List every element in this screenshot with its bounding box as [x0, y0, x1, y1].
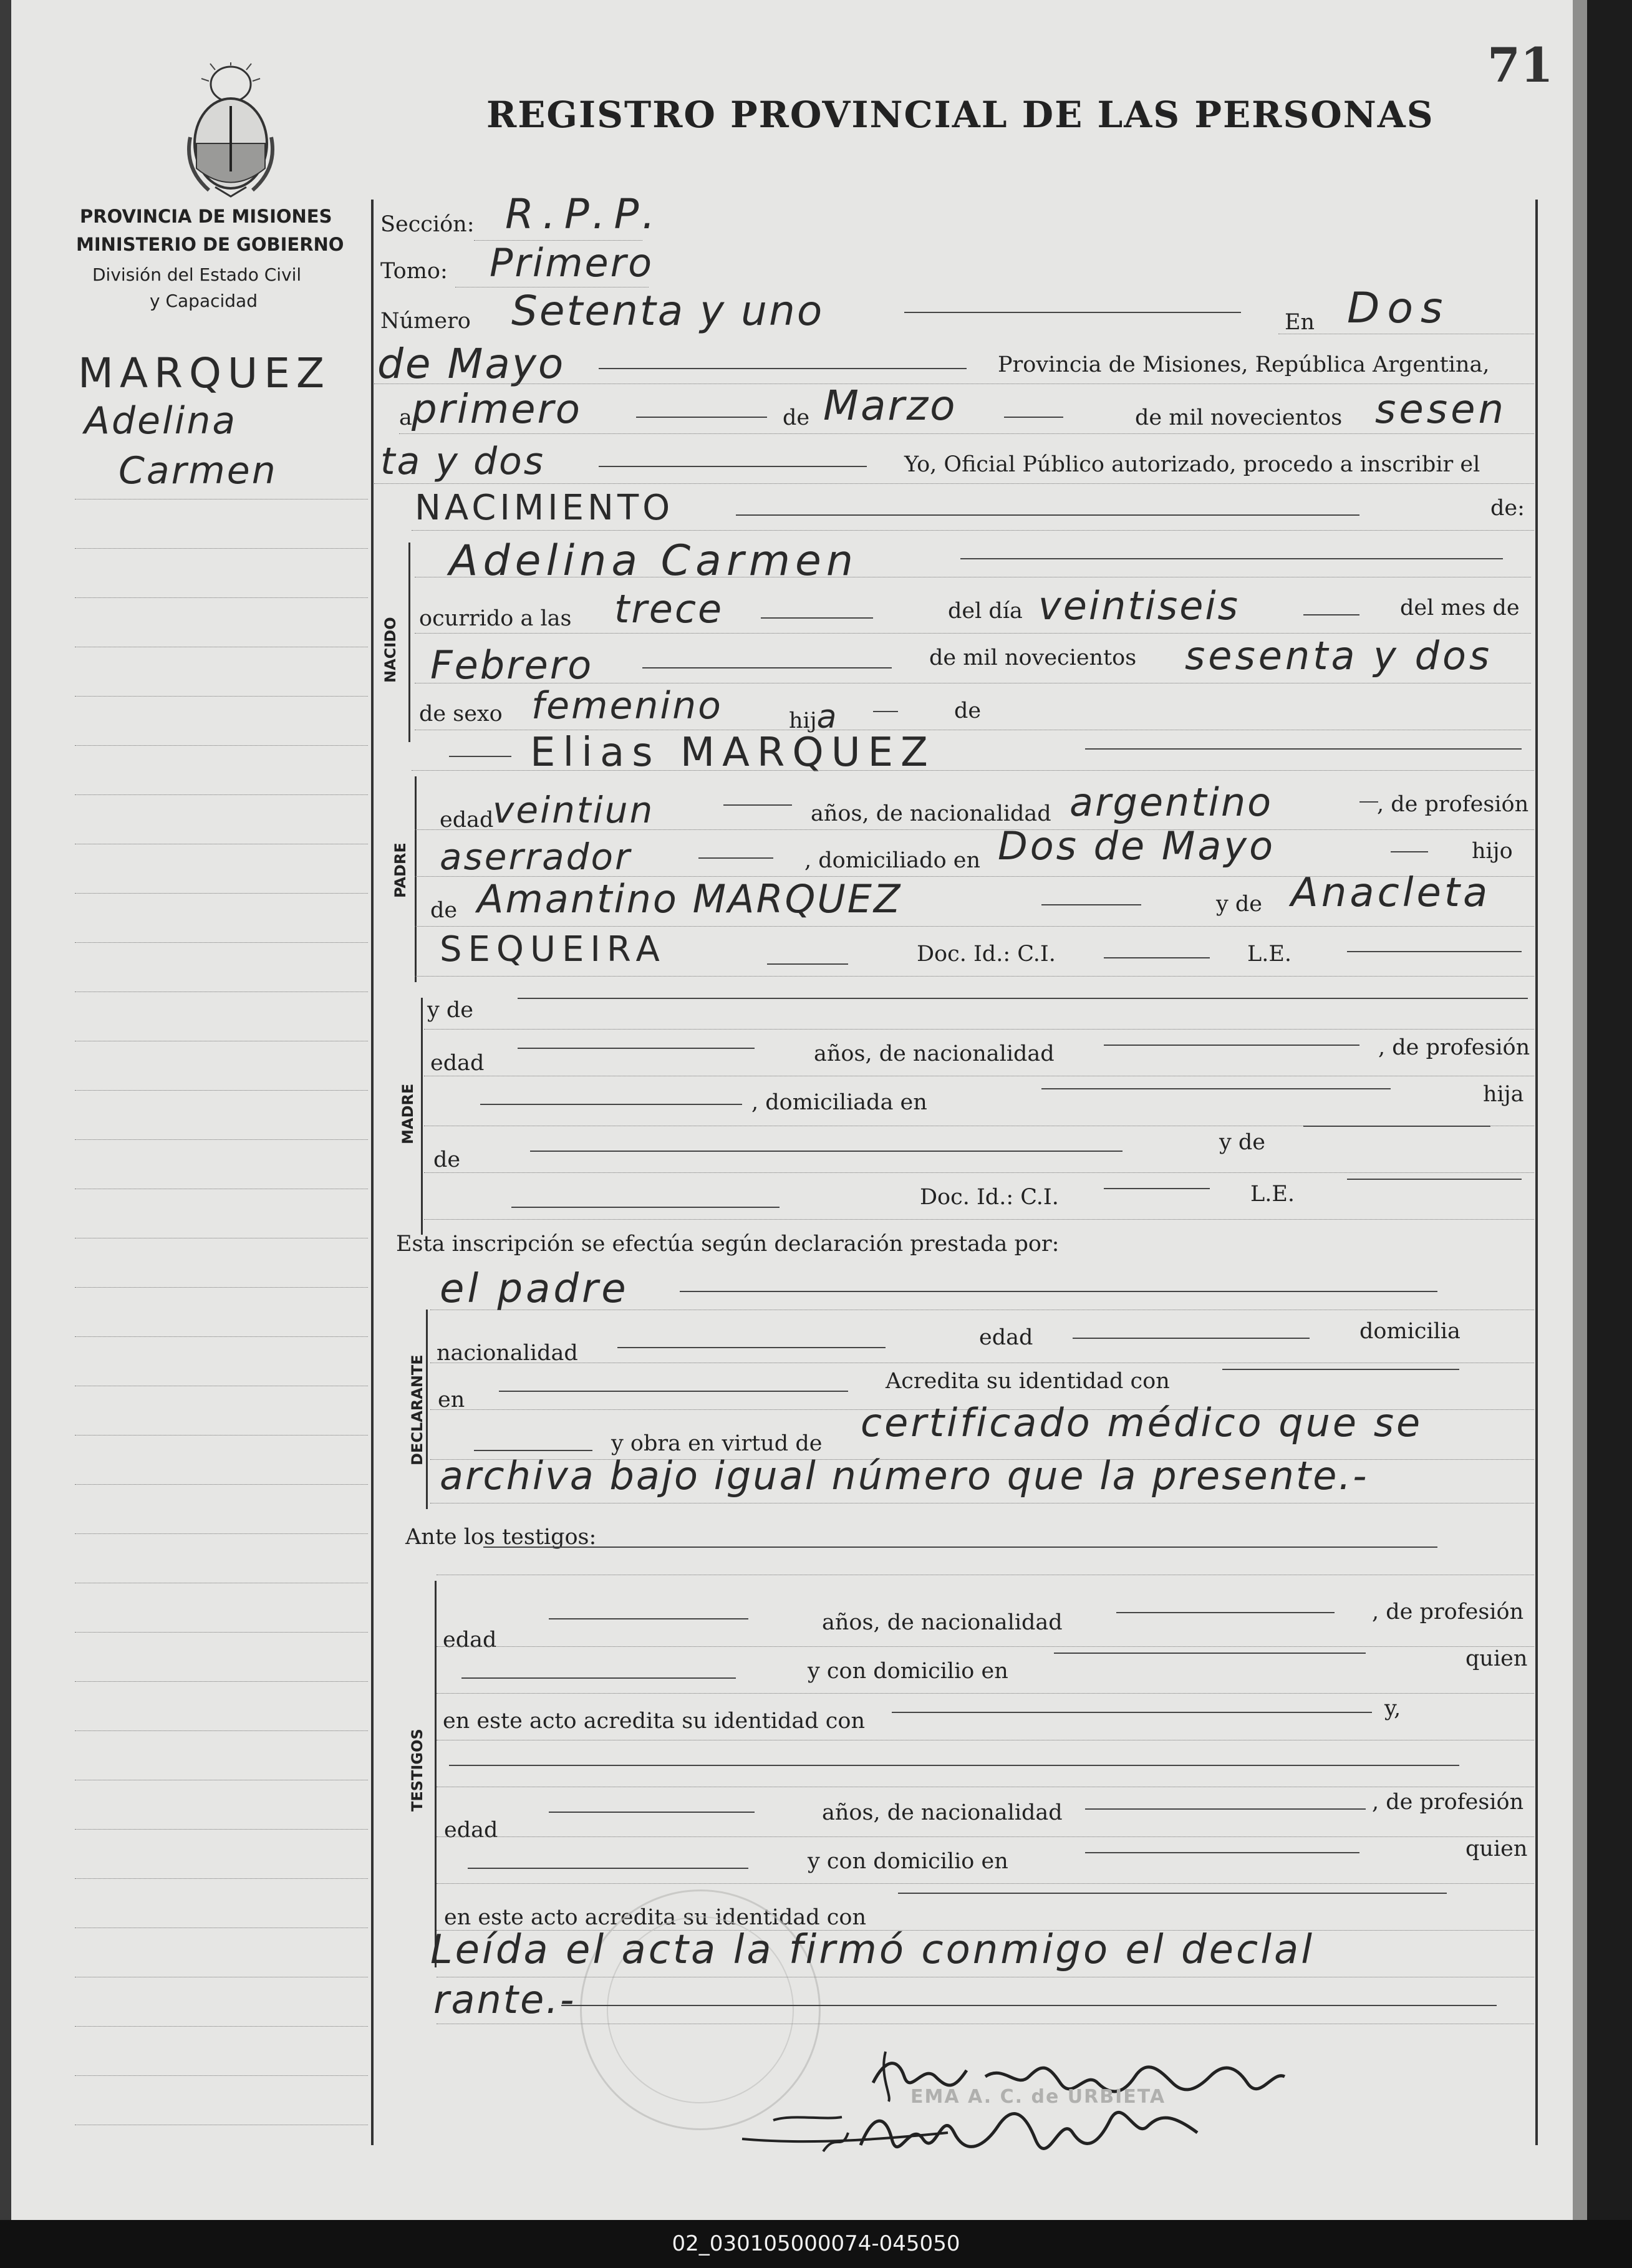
- obra-value-2: archiva bajo igual número que la presente.-: [440, 1453, 1369, 1498]
- madre-line-1: [424, 1029, 1534, 1030]
- tomo-value: Primero: [490, 240, 654, 286]
- t2-dom-dash: [1085, 1852, 1359, 1853]
- sexo-value: femenino: [531, 684, 723, 728]
- padre-prof-dash: [698, 857, 773, 859]
- edad-line: [415, 829, 1534, 830]
- le-label: L.E.: [1247, 942, 1292, 967]
- madre-prof-dash: [480, 1104, 742, 1105]
- padre-value: Elias MARQUEZ: [530, 730, 935, 776]
- hij-suffix: a: [816, 698, 839, 736]
- en-value: Dos: [1347, 284, 1451, 333]
- dec-edad-dash: [1073, 1338, 1310, 1339]
- numero-value: Setenta y uno: [511, 287, 824, 335]
- division-label-2: y Capacidad: [150, 291, 258, 311]
- provincia-label: Provincia de Misiones, República Argentina,: [998, 352, 1490, 377]
- t1-nac-dash: [1116, 1612, 1335, 1613]
- de-profesion-2-label: , de profesión: [1378, 1035, 1530, 1060]
- hij-dash: [873, 711, 898, 712]
- en-este-acto-2-label: en este acto acredita su identidad con: [444, 1905, 867, 1930]
- abuela-line: [415, 976, 1534, 977]
- dec-dom-dash: [499, 1391, 848, 1392]
- ante-testigos-label: Ante los testigos:: [405, 1525, 597, 1550]
- madre-bracket: [421, 998, 423, 1235]
- page-number: 71: [1487, 37, 1553, 93]
- domicilia-label: domicilia: [1359, 1319, 1461, 1344]
- doc-id-label: Doc. Id.: C.I.: [917, 942, 1056, 967]
- abuelo-value: Amantino MARQUEZ: [477, 876, 902, 922]
- domiciliado-label: , domiciliado en: [804, 848, 981, 873]
- margin-surname: MARQUEZ: [78, 349, 331, 397]
- cierre-dash: [561, 2005, 1497, 2006]
- margin-ruled-line: [75, 1730, 368, 1731]
- margin-divider: [371, 200, 374, 2145]
- anos-nac-4-label: años, de nacionalidad: [822, 1800, 1063, 1825]
- edad-4-label: edad: [443, 1628, 497, 1653]
- official-seal: [580, 1889, 821, 2130]
- madre-label: MADRE: [399, 1083, 417, 1144]
- seccion-value: R.P.P.: [505, 190, 664, 238]
- madre-ci-dash-1: [511, 1207, 780, 1208]
- test-line-6: [437, 1836, 1534, 1837]
- margin-ruled-line: [75, 745, 368, 746]
- edad-3-label: edad: [979, 1325, 1033, 1350]
- test-line-3: [437, 1693, 1534, 1694]
- mes-dash: [1004, 417, 1063, 418]
- t1-prof-dash: [461, 1677, 736, 1679]
- division-label: División del Estado Civil: [92, 264, 302, 285]
- anos-nac-2-label: años, de nacionalidad: [814, 1041, 1055, 1066]
- en-este-acto-label: en este acto acredita su identidad con: [443, 1709, 866, 1734]
- mes-nac-dash: [642, 667, 892, 668]
- t2-edad-dash: [549, 1812, 755, 1813]
- yo-oficial-label: Yo, Oficial Público autorizado, procedo a inscribir el: [904, 452, 1480, 477]
- right-border: [1535, 200, 1538, 2145]
- y-de-label: y de: [1216, 892, 1263, 917]
- en-label: En: [1285, 310, 1315, 335]
- t2-name-dash: [449, 1765, 1459, 1766]
- del-mes-label: del mes de: [1400, 596, 1520, 620]
- declarante-label: DECLARANTE: [408, 1354, 426, 1465]
- ministry-label: MINISTERIO DE GOBIERNO: [76, 234, 344, 255]
- madre-madre-dash: [1303, 1126, 1490, 1127]
- testigos-bracket: [435, 1581, 437, 1967]
- cierre-value-1: Leída el acta la firmó conmigo el declal: [430, 1927, 1315, 1973]
- hijo-label: hijo: [1472, 839, 1513, 864]
- test-name-dash-1: [483, 1547, 1437, 1548]
- madre-le-dash: [1347, 1179, 1522, 1180]
- margin-ruled-line: [75, 1632, 368, 1633]
- page-title: REGISTRO PROVINCIAL DE LAS PERSONAS: [486, 94, 1434, 136]
- tomo-label: Tomo:: [380, 259, 448, 284]
- margin-ruled-line: [75, 1878, 368, 1879]
- domiciliada-label: , domiciliada en: [751, 1090, 927, 1115]
- dec-nac-dash: [617, 1347, 886, 1348]
- margin-ruled-line: [75, 2026, 368, 2027]
- nacionalidad-label: nacionalidad: [437, 1341, 578, 1366]
- t2-nac-dash: [1085, 1808, 1366, 1810]
- anos-nac-3-label: años, de nacionalidad: [822, 1610, 1063, 1635]
- margin-ruled-line: [75, 1139, 368, 1140]
- test-line-2: [437, 1646, 1534, 1647]
- a-label: a: [399, 405, 412, 430]
- t1-edad-dash: [549, 1618, 748, 1619]
- y-de-2-label: y de: [427, 998, 474, 1023]
- margin-given-2: Carmen: [118, 449, 278, 493]
- stamp-text: EMA A. C. de URBIETA: [910, 2086, 1166, 2108]
- dia-nac-dash: [1303, 614, 1359, 615]
- book-binding: [0, 0, 11, 2220]
- padre-nac-dash: [1359, 801, 1378, 803]
- padre-line: [412, 770, 1534, 771]
- anio-value-1: sesen: [1375, 387, 1507, 433]
- margin-ruled-line: [75, 1681, 368, 1682]
- edad-5-label: edad: [444, 1818, 498, 1843]
- abuelo-line: [415, 926, 1534, 927]
- de-2-label: de: [954, 698, 982, 723]
- margin-ruled-line: [75, 2075, 368, 2076]
- padre-dash: [1085, 748, 1522, 750]
- abuela-dash: [767, 963, 848, 965]
- anio-nac-value: sesenta y dos: [1185, 633, 1493, 678]
- ocurrido-label: ocurrido a las: [419, 606, 572, 631]
- de-profesion-4-label: , de profesión: [1372, 1790, 1524, 1815]
- book-page-edge: [1587, 0, 1632, 2220]
- anio-value-2: ta y dos: [380, 440, 545, 483]
- abuela-value-1: Anacleta: [1291, 870, 1491, 916]
- acto-dash: [736, 514, 1359, 516]
- margin-ruled-line: [75, 1435, 368, 1436]
- dia-value: primero: [412, 387, 582, 433]
- de-profesion-3-label: , de profesión: [1372, 1600, 1524, 1624]
- mes-value: Marzo: [823, 382, 957, 430]
- obra-value-1: certificado médico que se: [861, 1400, 1423, 1445]
- padre-edad-dash: [723, 804, 792, 806]
- dec-acredita-dash: [1222, 1369, 1459, 1370]
- madre-padre-dash: [530, 1151, 1123, 1152]
- y-con-dom-2-label: y con domicilio en: [808, 1849, 1008, 1874]
- de-profesion-label: , de profesión: [1377, 792, 1529, 817]
- t2-id-dash: [898, 1893, 1447, 1894]
- dia-line: [399, 433, 1534, 434]
- anio-dash: [599, 466, 867, 467]
- margin-ruled-line: [75, 696, 368, 697]
- margin-given-1: Adelina: [84, 399, 238, 443]
- lugar-dash: [599, 368, 967, 369]
- de-4-label: de: [433, 1147, 461, 1172]
- madre-line-4: [424, 1172, 1534, 1173]
- y-obra-label: y obra en virtud de: [611, 1431, 823, 1456]
- quien-label: quien: [1465, 1646, 1528, 1671]
- esta-inscripcion-label: Esta inscripción se efectúa según declaración prestada por:: [396, 1232, 1060, 1257]
- province-label: PROVINCIA DE MISIONES: [80, 206, 332, 227]
- nombre-value: Adelina Carmen: [449, 536, 858, 586]
- madre-edad-dash: [518, 1048, 755, 1049]
- test-line-7: [437, 1883, 1534, 1884]
- margin-ruled-line: [75, 794, 368, 795]
- margin-ruled-line: [75, 1336, 368, 1337]
- coat-of-arms-icon: [178, 62, 284, 206]
- margin-ruled-line: [75, 942, 368, 943]
- le-dash: [1347, 951, 1522, 952]
- margin-ruled-line: [75, 548, 368, 549]
- padre-label: PADRE: [392, 842, 409, 898]
- seccion-label: Sección:: [380, 212, 475, 237]
- numero-label: Número: [380, 309, 471, 334]
- dec-obra-lead: [474, 1450, 592, 1451]
- de-mil-label: de mil novecientos: [1135, 405, 1343, 430]
- numero-dash: [904, 312, 1241, 313]
- anos-nac-label: años, de nacionalidad: [811, 801, 1051, 826]
- footer-id: 02_030105000074-045050: [0, 2220, 1632, 2268]
- mes-nac-value: Febrero: [430, 642, 594, 688]
- y-comma-label: y,: [1384, 1696, 1401, 1721]
- acto-line: [412, 530, 1534, 531]
- de-colon-label: de:: [1490, 496, 1525, 521]
- acredita-label: Acredita su identidad con: [886, 1369, 1170, 1394]
- margin-ruled-line: [75, 597, 368, 598]
- de-mil-2-label: de mil novecientos: [929, 645, 1137, 670]
- madre-dom-dash: [1041, 1088, 1391, 1089]
- y-con-dom-label: y con domicilio en: [808, 1659, 1008, 1684]
- acto-value: NACIMIENTO: [415, 488, 674, 528]
- margin-ruled-line: [75, 1287, 368, 1288]
- madre-nac-dash: [1104, 1045, 1359, 1046]
- edad-2-label: edad: [430, 1051, 485, 1076]
- declarante-dash: [680, 1291, 1437, 1292]
- madre-line-5: [424, 1219, 1534, 1220]
- hora-dash: [761, 617, 873, 619]
- abuela-value-2: SEQUEIRA: [440, 929, 666, 970]
- declarante-bracket: [426, 1310, 428, 1509]
- y-de-3-label: y de: [1219, 1130, 1266, 1155]
- hij-label: hija: [789, 698, 839, 736]
- ci-dash: [1104, 957, 1210, 958]
- padre-prof-value: aserrador: [440, 836, 632, 878]
- anio-line: [374, 483, 1534, 484]
- madre-ci-dash-2: [1104, 1188, 1210, 1189]
- de-sexo-label: de sexo: [419, 702, 503, 726]
- hora-value: trece: [614, 586, 724, 632]
- padre-bracket: [415, 776, 417, 982]
- margin-ruled-line: [75, 1533, 368, 1534]
- edad-label: edad: [440, 808, 494, 832]
- en-2-label: en: [438, 1387, 465, 1412]
- nacido-label: NACIDO: [382, 617, 399, 683]
- t1-id-dash: [892, 1712, 1372, 1713]
- de-label: de: [783, 405, 810, 430]
- hija-label: hija: [1483, 1082, 1524, 1107]
- page-edge-strip: [1573, 0, 1587, 2220]
- del-dia-label: del día: [948, 599, 1023, 624]
- t2-prof-dash: [468, 1868, 748, 1869]
- le-2-label: L.E.: [1250, 1182, 1295, 1207]
- de-3-label: de: [430, 898, 458, 923]
- t1-dom-dash: [1054, 1653, 1366, 1654]
- padre-lead-dash: [449, 756, 511, 757]
- margin-ruled-line: [75, 1484, 368, 1485]
- nacido-bracket: [408, 543, 410, 742]
- margin-ruled-line: [75, 1090, 368, 1091]
- quien-2-label: quien: [1465, 1836, 1528, 1861]
- lugar-value: de Mayo: [377, 340, 566, 388]
- margin-ruled-line: [75, 893, 368, 894]
- madre-name-line: [518, 998, 1528, 999]
- doc-id-2-label: Doc. Id.: C.I.: [920, 1185, 1059, 1210]
- abuelo-dash: [1041, 904, 1141, 905]
- dia-dash-2: [692, 417, 767, 418]
- padre-edad-value: veintiun: [493, 789, 655, 831]
- margin-ruled-line: [75, 1829, 368, 1830]
- padre-dom-dash: [1391, 851, 1428, 852]
- testigos-label: TESTIGOS: [408, 1729, 426, 1812]
- padre-dom-value: Dos de Mayo: [998, 823, 1276, 869]
- cierre-value-2: rante.-: [433, 1977, 576, 2022]
- nombre-dash: [960, 558, 1503, 559]
- padre-nac-value: argentino: [1069, 779, 1273, 825]
- declarante-value: el padre: [440, 1266, 629, 1312]
- dia-nac-value: veintiseis: [1038, 583, 1240, 629]
